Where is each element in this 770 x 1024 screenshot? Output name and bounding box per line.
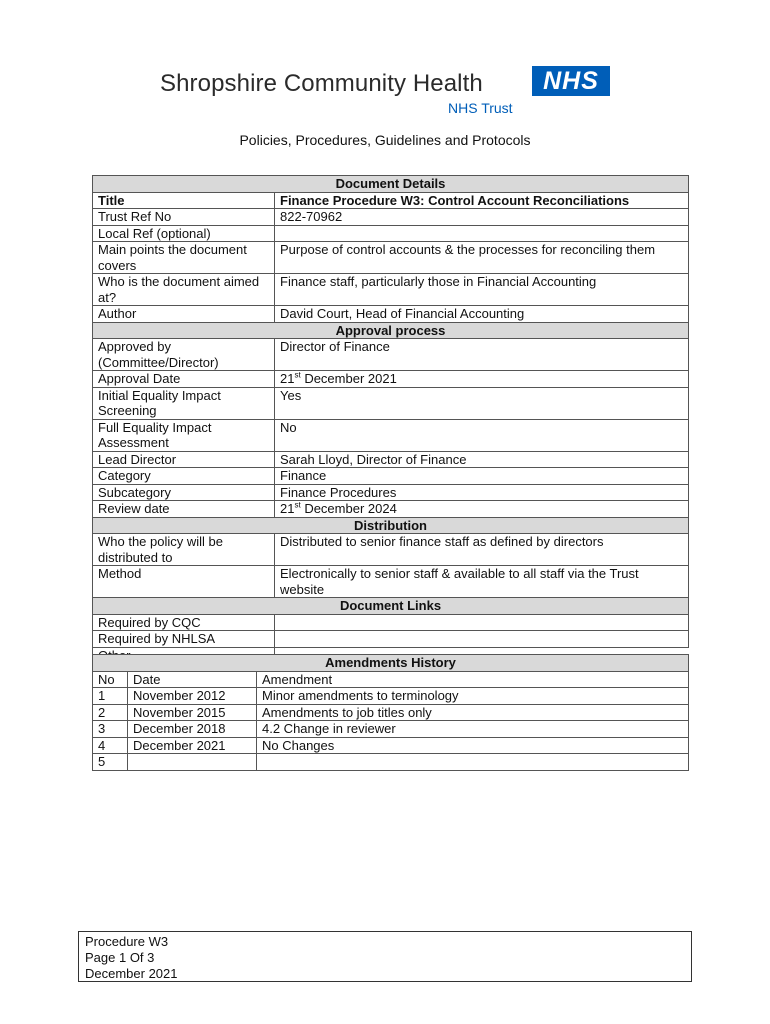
method-label: Method: [93, 566, 275, 598]
title-label: Title: [93, 192, 275, 209]
initial-equality-label: Initial Equality Impact Screening: [93, 387, 275, 419]
lead-director-value: Sarah Lloyd, Director of Finance: [275, 451, 689, 468]
table-row: [93, 451, 689, 468]
approved-by-label: Approved by (Committee/Director): [93, 339, 275, 371]
table-row: [93, 721, 689, 738]
approval-date-rest: December 2021: [300, 371, 397, 386]
organisation-logo: [160, 64, 612, 124]
table-row: [93, 631, 689, 648]
org-name: Shropshire Community Health: [160, 70, 483, 97]
review-date-day: 21: [280, 501, 295, 516]
column-header-amendment: Amendment: [257, 671, 689, 688]
full-equality-label: Full Equality Impact Assessment: [93, 419, 275, 451]
document-links-heading: Document Links: [93, 598, 689, 615]
amendment-date: December 2021: [128, 737, 257, 754]
details-heading-row: [93, 176, 689, 193]
distributed-to-label: Who the policy will be distributed to: [93, 534, 275, 566]
approval-date-label: Approval Date: [93, 371, 275, 388]
footer-procedure: Procedure W3: [85, 934, 169, 949]
amendment-date: November 2015: [128, 704, 257, 721]
amendment-no: 1: [93, 688, 128, 705]
table-row: [93, 737, 689, 754]
table-row: [93, 468, 689, 485]
table-row: [93, 274, 689, 306]
amendment-text: 4.2 Change in reviewer: [257, 721, 689, 738]
review-date-label: Review date: [93, 501, 275, 518]
trust-ref-label: Trust Ref No: [93, 209, 275, 226]
table-row: [93, 614, 689, 631]
local-ref-label: Local Ref (optional): [93, 225, 275, 242]
footer-box: [78, 931, 692, 982]
amendments-header-row: [93, 671, 689, 688]
method-value: Electronically to senior staff & available to all staff via the Trust website: [275, 566, 689, 598]
required-by-nhlsa-label: Required by NHLSA: [93, 631, 275, 648]
approval-date-suffix: st: [294, 370, 301, 380]
table-row: [93, 419, 689, 451]
local-ref-value: [275, 225, 689, 242]
required-by-cqc-label: Required by CQC: [93, 614, 275, 631]
distributed-to-value: Distributed to senior finance staff as defined by directors: [275, 534, 689, 566]
footer-date: December 2021: [85, 966, 178, 981]
amendments-history-table: [92, 654, 689, 771]
subcategory-label: Subcategory: [93, 484, 275, 501]
amendment-date: [128, 754, 257, 771]
footer-page-number: Page 1 Of 3: [85, 950, 155, 965]
table-row: [93, 192, 689, 209]
approved-by-value: Director of Finance: [275, 339, 689, 371]
initial-equality-value: Yes: [275, 387, 689, 419]
column-header-date: Date: [128, 671, 257, 688]
table-row: [93, 339, 689, 371]
approval-process-heading: Approval process: [93, 322, 689, 339]
document-details-heading: Document Details: [93, 176, 689, 193]
required-by-cqc-value: [275, 614, 689, 631]
table-row: [93, 704, 689, 721]
table-row: [93, 209, 689, 226]
approval-heading-row: [93, 322, 689, 339]
table-row: [93, 688, 689, 705]
amendment-date: November 2012: [128, 688, 257, 705]
amendment-no: 4: [93, 737, 128, 754]
approval-date-value: [275, 371, 689, 388]
table-row: [93, 484, 689, 501]
main-points-value: Purpose of control accounts & the processes for reconciling them: [275, 242, 689, 274]
amendment-no: 5: [93, 754, 128, 771]
lead-director-label: Lead Director: [93, 451, 275, 468]
amendment-no: 3: [93, 721, 128, 738]
page-subtitle: Policies, Procedures, Guidelines and Protocols: [239, 132, 531, 148]
table-row: [93, 306, 689, 323]
category-label: Category: [93, 468, 275, 485]
table-row: [93, 371, 689, 388]
links-heading-row: [93, 598, 689, 615]
author-value: David Court, Head of Financial Accounting: [275, 306, 689, 323]
amendment-text: Amendments to job titles only: [257, 704, 689, 721]
table-row: [93, 754, 689, 771]
distribution-heading-row: [93, 517, 689, 534]
amendment-text: No Changes: [257, 737, 689, 754]
column-header-no: No: [93, 671, 128, 688]
table-row: [93, 566, 689, 598]
full-equality-value: No: [275, 419, 689, 451]
distribution-heading: Distribution: [93, 517, 689, 534]
amendments-history-heading: Amendments History: [93, 655, 689, 672]
amendment-no: 2: [93, 704, 128, 721]
amendments-heading-row: [93, 655, 689, 672]
aimed-at-value: Finance staff, particularly those in Financial Accounting: [275, 274, 689, 306]
amendment-date: December 2018: [128, 721, 257, 738]
document-details-table: [92, 175, 689, 664]
table-row: [93, 225, 689, 242]
amendment-text: Minor amendments to terminology: [257, 688, 689, 705]
approval-date-day: 21: [280, 371, 295, 386]
review-date-suffix: st: [294, 500, 301, 510]
nhs-logo: NHS: [532, 66, 610, 96]
table-row: [93, 501, 689, 518]
author-label: Author: [93, 306, 275, 323]
table-row: [93, 534, 689, 566]
category-value: Finance: [275, 468, 689, 485]
nhs-trust-label: NHS Trust: [448, 100, 513, 116]
subcategory-value: Finance Procedures: [275, 484, 689, 501]
required-by-nhlsa-value: [275, 631, 689, 648]
main-points-label: Main points the document covers: [93, 242, 275, 274]
review-date-rest: December 2024: [300, 501, 397, 516]
review-date-value: [275, 501, 689, 518]
table-row: [93, 242, 689, 274]
table-row: [93, 387, 689, 419]
trust-ref-value: 822-70962: [275, 209, 689, 226]
title-value: Finance Procedure W3: Control Account Reconciliations: [275, 192, 689, 209]
aimed-at-label: Who is the document aimed at?: [93, 274, 275, 306]
amendment-text: [257, 754, 689, 771]
